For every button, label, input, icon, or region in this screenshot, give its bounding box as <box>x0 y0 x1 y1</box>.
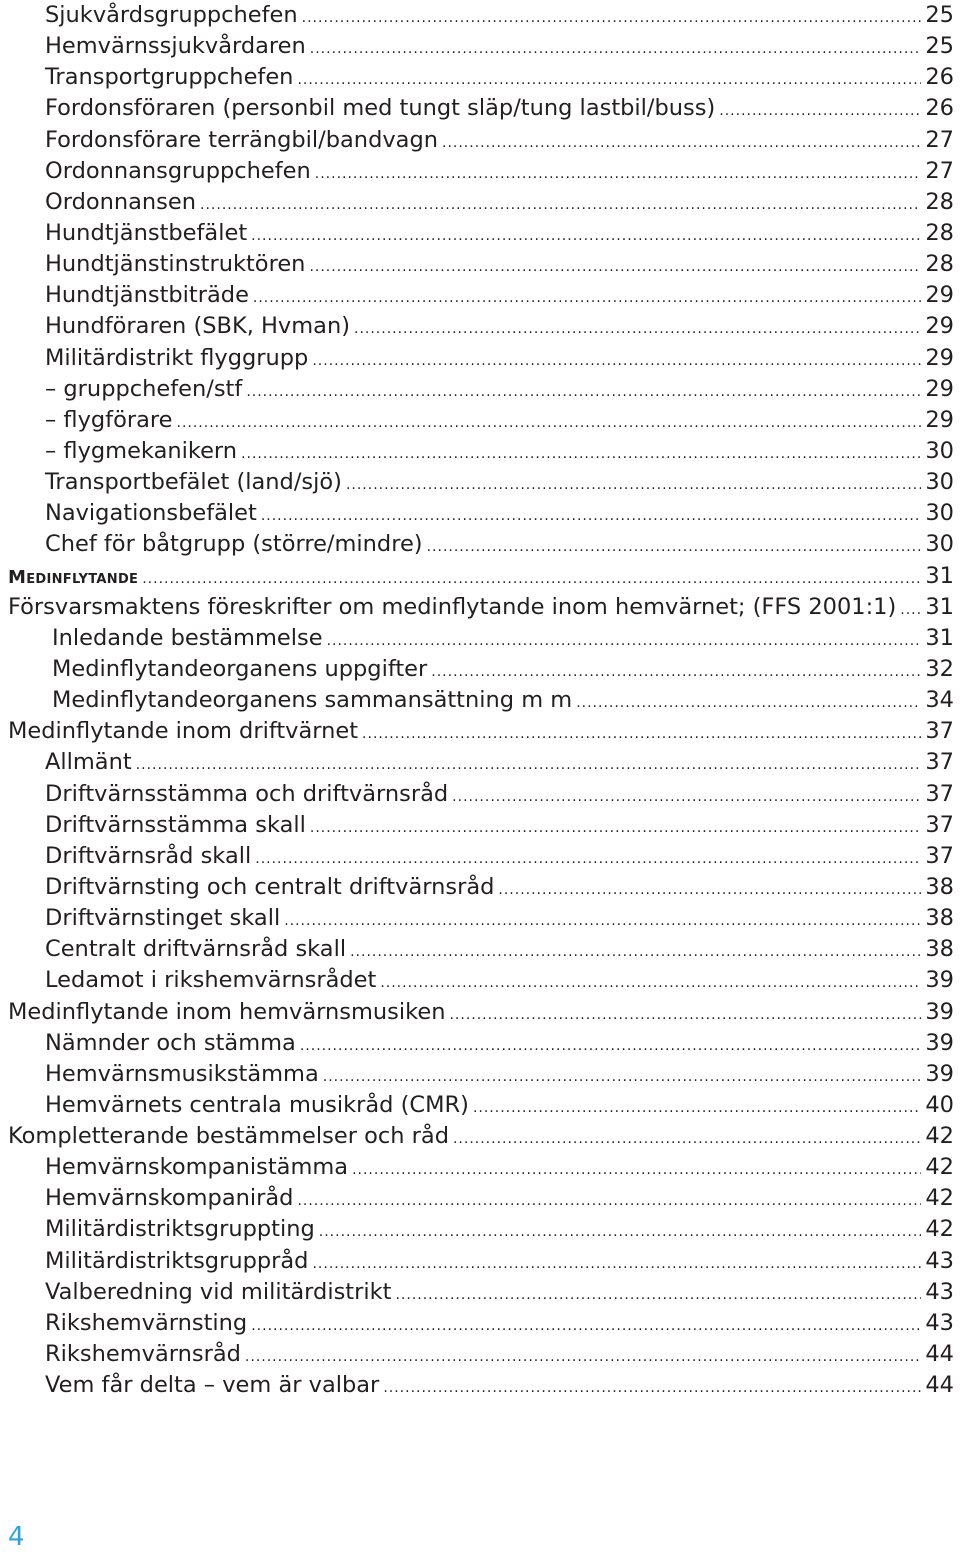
toc-entry-title: Driftvärnstinget skall <box>45 905 281 932</box>
toc-entry-page-number: 44 <box>925 1341 954 1368</box>
toc-entry-title: Ordonnansen <box>45 188 197 215</box>
toc-entry-page-number: 39 <box>925 1029 954 1056</box>
dot-leader <box>395 1280 921 1311</box>
toc-entry-title: Hundtjänstinstruktören <box>45 251 306 278</box>
dot-leader <box>473 1093 921 1124</box>
toc-entry-page-number: 28 <box>925 219 954 246</box>
toc-entry-page-number: 37 <box>925 811 954 838</box>
toc-entry[interactable] <box>0 62 960 93</box>
toc-entry[interactable] <box>0 1277 960 1308</box>
toc-entry[interactable] <box>0 592 960 623</box>
toc-entry[interactable] <box>0 0 960 31</box>
dot-leader <box>300 1031 922 1062</box>
toc-entry[interactable] <box>0 1339 960 1370</box>
toc-entry-page-number: 25 <box>925 33 954 60</box>
dot-leader <box>323 1062 922 1093</box>
toc-entry[interactable] <box>0 1183 960 1214</box>
dot-leader <box>498 875 921 906</box>
toc-entry-title: Ledamot i rikshemvärnsrådet <box>45 967 377 994</box>
dot-leader <box>177 408 922 439</box>
toc-entry-page-number: 37 <box>925 718 954 745</box>
toc-entry[interactable] <box>0 1059 960 1090</box>
dot-leader <box>431 657 921 688</box>
toc-entry[interactable] <box>0 654 960 685</box>
toc-entry[interactable] <box>0 467 960 498</box>
dot-leader <box>284 906 921 937</box>
toc-entry-title: Sjukvårdsgruppchefen <box>45 2 298 28</box>
toc-entry-page-number: 28 <box>925 188 954 215</box>
toc-entry[interactable] <box>0 436 960 467</box>
toc-entry[interactable] <box>0 685 960 716</box>
dot-leader <box>251 221 921 252</box>
toc-entry-title: Militärdistrikt flyggrupp <box>45 344 309 371</box>
toc-entry-title: Nämnder och stämma <box>45 1029 296 1056</box>
dot-leader <box>297 1186 921 1217</box>
toc-entry[interactable] <box>0 498 960 529</box>
toc-entry-title: Medinflytandeorganens sammansättning m m <box>52 687 573 714</box>
toc-entry-title: Medinflytande inom driftvärnet <box>8 718 359 745</box>
toc-entry-page-number: 31 <box>925 593 954 620</box>
toc-entry[interactable] <box>0 156 960 187</box>
dot-leader <box>354 314 921 345</box>
toc-entry-page-number: 38 <box>925 873 954 900</box>
toc-entry-page-number: 42 <box>925 1185 954 1212</box>
toc-entry-title: Inledande bestämmelse <box>52 624 323 651</box>
toc-entry-page-number: 29 <box>925 375 954 402</box>
toc-entry-title: Allmänt <box>45 749 132 776</box>
dot-leader <box>900 595 921 626</box>
toc-entry[interactable] <box>0 249 960 280</box>
toc-entry-title: Ordonnansgruppchefen <box>45 157 311 184</box>
toc-entry[interactable] <box>0 841 960 872</box>
dot-leader <box>442 128 921 159</box>
toc-entry[interactable] <box>0 1090 960 1121</box>
toc-entry[interactable] <box>0 187 960 218</box>
toc-entry-page-number: 31 <box>925 562 954 589</box>
dot-leader <box>253 283 921 314</box>
toc-entry[interactable] <box>0 623 960 654</box>
toc-entry-title: Rikshemvärnsråd <box>45 1341 241 1368</box>
toc-entry-page-number: 26 <box>925 64 954 91</box>
toc-entry-title: Hundtjänstbiträde <box>45 282 249 309</box>
dot-leader <box>310 813 921 844</box>
dot-leader <box>352 1155 921 1186</box>
toc-entry-title: Transportbefälet (land/sjö) <box>45 469 342 496</box>
dot-leader <box>380 968 921 999</box>
dot-leader <box>350 937 921 968</box>
toc-entry-title: Rikshemvärnsting <box>45 1309 248 1336</box>
toc-entry-page-number: 27 <box>925 157 954 184</box>
toc-entry-title: Försvarsmaktens föreskrifter om medinflytande inom hemvärnet; (FFS 2001:1) <box>8 593 897 620</box>
toc-entry-page-number: 29 <box>925 313 954 340</box>
toc-entry-page-number: 39 <box>925 1060 954 1087</box>
toc-entry-page-number: 43 <box>925 1247 954 1274</box>
dot-leader <box>136 750 922 781</box>
toc-entry-page-number: 39 <box>925 967 954 994</box>
toc-entry-title: Kompletterande bestämmelser och råd <box>8 1123 449 1150</box>
toc-entry-title: Hemvärnskompaniråd <box>45 1185 294 1212</box>
toc-entry-title: Medinflytandeorganens uppgifter <box>52 655 428 682</box>
toc-entry-page-number: 30 <box>925 500 954 527</box>
dot-leader <box>251 1311 921 1342</box>
dot-leader <box>315 159 922 190</box>
toc-entry-page-number: 29 <box>925 406 954 433</box>
toc-entry[interactable] <box>0 1370 960 1401</box>
toc-entry-title: Hundtjänstbefälet <box>45 219 248 246</box>
toc-entry-page-number: 29 <box>925 282 954 309</box>
toc-entry-title: Transportgruppchefen <box>45 64 294 91</box>
toc-entry-page-number: 43 <box>925 1278 954 1305</box>
toc-entry-page-number: 40 <box>925 1091 954 1118</box>
toc-entry[interactable] <box>0 561 960 592</box>
toc-entry[interactable] <box>0 747 960 778</box>
toc-entry[interactable] <box>0 405 960 436</box>
dot-leader <box>245 1342 921 1373</box>
toc-entry-page-number: 26 <box>925 95 954 122</box>
toc-entry-page-number: 38 <box>925 905 954 932</box>
dot-leader <box>312 1249 921 1280</box>
toc-entry-title: Hemvärnets centrala musikråd (CMR) <box>45 1091 469 1118</box>
toc-entry[interactable] <box>0 218 960 249</box>
toc-entry-title: – flygförare <box>45 406 173 433</box>
toc-entry-title: Hemvärnsmusikstämma <box>45 1060 319 1087</box>
toc-entry-title: Medinflytande <box>8 566 139 588</box>
toc-entry-page-number: 37 <box>925 749 954 776</box>
dot-leader <box>346 470 921 501</box>
toc-entry-title: Fordonsföraren (personbil med tungt släp/tung lastbil/buss) <box>45 95 716 122</box>
dot-leader <box>200 190 921 221</box>
toc-entry-page-number: 44 <box>925 1372 954 1399</box>
toc-entry[interactable] <box>0 31 960 62</box>
toc-entry[interactable] <box>0 280 960 311</box>
toc-entry[interactable] <box>0 1214 960 1245</box>
toc-entry[interactable] <box>0 1308 960 1339</box>
toc-entry-title: Valberedning vid militärdistrikt <box>45 1278 392 1305</box>
toc-entry[interactable] <box>0 374 960 405</box>
toc-entry-title: Driftvärnsråd skall <box>45 842 252 869</box>
toc-entry[interactable] <box>0 1028 960 1059</box>
toc-entry[interactable] <box>0 1152 960 1183</box>
toc-entry-page-number: 39 <box>925 998 954 1025</box>
toc-entry-page-number: 38 <box>925 936 954 963</box>
toc-entry-title: Centralt driftvärnsråd skall <box>45 936 347 963</box>
toc-entry-title: Driftvärnsstämma skall <box>45 811 306 838</box>
dot-leader <box>449 1000 921 1031</box>
toc-entry-page-number: 27 <box>925 126 954 153</box>
dot-leader <box>453 1124 921 1155</box>
toc-entry-title: – gruppchefen/stf <box>45 375 243 402</box>
dot-leader <box>310 34 922 65</box>
toc-entry-title: Fordonsförare terrängbil/bandvagn <box>45 126 438 153</box>
toc-entry[interactable] <box>0 125 960 156</box>
toc-entry-page-number: 43 <box>925 1309 954 1336</box>
toc-entry-title: Militärdistriktsgruppting <box>45 1216 315 1243</box>
toc-entry-title: Hundföraren (SBK, Hvman) <box>45 313 350 340</box>
dot-leader <box>327 626 922 657</box>
toc-entry[interactable] <box>0 779 960 810</box>
toc-entry-page-number: 25 <box>925 2 954 28</box>
toc-entry[interactable] <box>0 934 960 965</box>
toc-entry[interactable] <box>0 311 960 342</box>
toc-entry-page-number: 42 <box>925 1123 954 1150</box>
dot-leader <box>452 782 921 813</box>
dot-leader <box>297 65 921 96</box>
toc-entry-page-number: 37 <box>925 780 954 807</box>
dot-leader <box>261 501 922 532</box>
toc-entry-title: Medinflytande inom hemvärnsmusiken <box>8 998 446 1025</box>
dot-leader <box>309 252 921 283</box>
toc-entry-title: Navigationsbefälet <box>45 500 257 527</box>
dot-leader <box>576 688 921 719</box>
dot-leader <box>142 564 921 595</box>
dot-leader <box>255 844 921 875</box>
toc-entry-page-number: 30 <box>925 531 954 558</box>
dot-leader <box>312 346 921 377</box>
toc-entry-page-number: 42 <box>925 1154 954 1181</box>
toc-entry-page-number: 31 <box>925 624 954 651</box>
dot-leader <box>427 532 922 563</box>
toc-entry-page-number: 34 <box>925 687 954 714</box>
dot-leader <box>319 1217 922 1248</box>
dot-leader <box>383 1373 921 1404</box>
toc-entry[interactable] <box>0 810 960 841</box>
toc-entry-title: Militärdistriktsgruppråd <box>45 1247 309 1274</box>
dot-leader <box>719 96 921 127</box>
toc-entry[interactable] <box>0 997 960 1028</box>
toc-entry[interactable] <box>0 93 960 124</box>
toc-entry[interactable] <box>0 965 960 996</box>
toc-entry-page-number: 42 <box>925 1216 954 1243</box>
toc-entry[interactable] <box>0 903 960 934</box>
toc-entry[interactable] <box>0 1121 960 1152</box>
toc-entry-title: Vem får delta – vem är valbar <box>45 1372 380 1399</box>
toc-entry-title: – flygmekanikern <box>45 437 238 464</box>
toc-entry[interactable] <box>0 529 960 560</box>
toc-entry-title: Hemvärnssjukvårdaren <box>45 33 306 60</box>
dot-leader <box>362 719 921 750</box>
toc-entry-title: Chef för båtgrupp (större/mindre) <box>45 531 423 558</box>
toc-entry-page-number: 30 <box>925 437 954 464</box>
toc-entry-title: Driftvärnsting och centralt driftvärnsråd <box>45 873 495 900</box>
dot-leader <box>302 3 922 34</box>
dot-leader <box>241 439 921 470</box>
toc-entry-title: Driftvärnsstämma och driftvärnsråd <box>45 780 449 807</box>
toc-entry[interactable] <box>0 343 960 374</box>
page-number: 4 <box>8 1522 25 1552</box>
toc-entry-page-number: 28 <box>925 251 954 278</box>
toc-entry-page-number: 37 <box>925 842 954 869</box>
toc-entry[interactable] <box>0 716 960 747</box>
dot-leader <box>246 377 921 408</box>
toc-entry-page-number: 29 <box>925 344 954 371</box>
toc-entry-page-number: 30 <box>925 469 954 496</box>
toc-entry[interactable] <box>0 1246 960 1277</box>
toc-entry[interactable] <box>0 872 960 903</box>
toc-entry-title: Hemvärnskompanistämma <box>45 1154 349 1181</box>
toc-entry-page-number: 32 <box>925 655 954 682</box>
